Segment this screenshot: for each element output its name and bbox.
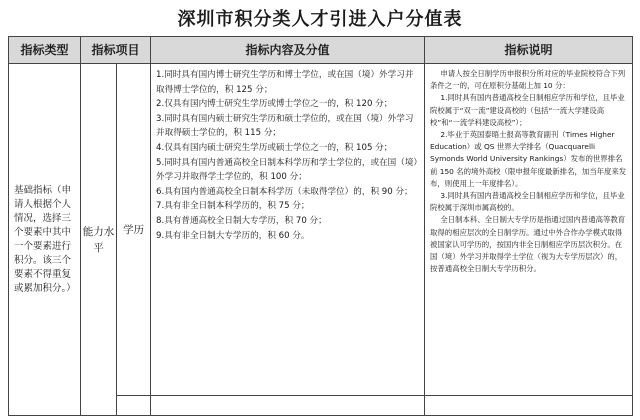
header-indicator-type: 指标类型: [9, 37, 81, 64]
content-line: 8.具有普通高校全日制大专学历，积 70 分；: [156, 215, 327, 226]
description-paragraph: 2.毕业于英国泰晤士报高等教育副刊（Times Higher Education）或 QS 世界大学排名（Quacquarelli Symonds World University Rankings）发布的世界排名前 150 名的境外高校（限申报年度最新排名，加当年度来发布，则使用上一年度排名）。: [430, 130, 627, 188]
content-line: 4.仅具有国内硕士研究生学历或硕士学位之一的，积 105 分；: [156, 142, 393, 153]
empty-cell: [425, 396, 633, 416]
description-paragraph: 1.同时具有国内普通高校全日制相应学历和学位，且毕业院校属于“双一流”建设高校的（包括“一流大学建设高校”和“一流学科建设高校”）；: [430, 93, 625, 127]
header-row: [9, 37, 633, 64]
content-line: 6.具有国内普通高校全日制本科学历（未取得学位）的，积 90 分；: [156, 186, 413, 197]
empty-cell: [117, 396, 151, 416]
header-indicator-item: 指标项目: [81, 37, 151, 64]
subitem-cell: 学历: [117, 64, 151, 396]
item-cell: 能力水平: [81, 64, 117, 416]
description-cell: [425, 64, 633, 396]
description-paragraph: 全日制本科、全日制大专学历是指通过国内普通高等教育取得的相应层次的全日制学历。通过中外合作办学模式取得被国家认可学历的，按国内非全日制相应学历层次积分。在国（境）外学习并取得学士学位（视为大专学历层次）的，按普通高校全日制大专学历积分。: [430, 215, 626, 274]
content-cell: [151, 64, 425, 396]
category-cell: 基础指标（申请人根据个人情况，选择三个要素中其中一个要素进行积分。该三个要素不得重复或累加积分。）: [9, 64, 81, 416]
header-indicator-description: 指标说明: [425, 37, 633, 64]
content-line: 9.具有非全日制大专学历的，积 60 分。: [156, 230, 310, 241]
page-title: 深圳市积分类人才引进入户分值表: [177, 9, 463, 30]
content-line: 7.具有非全日制本科学历的，积 75 分；: [156, 201, 310, 212]
content-line: 3.同时具有国内硕士研究生学历和硕士学位的，或在国（境）外学习并取得硕士学位的，积 115 分；: [156, 113, 414, 139]
header-indicator-content: 指标内容及分值: [151, 37, 425, 64]
score-table: [8, 36, 633, 416]
empty-cell: [151, 396, 425, 416]
content-line: 1.同时具有国内博士研究生学历和博士学位，或在国（境）外学习并取得博士学位的，积 125 分；: [156, 70, 414, 95]
content-line: 2.仅具有国内博士研究生学历或博士学位之一的，积 120 分；: [156, 99, 393, 110]
description-paragraph: 申请人按全日制学历申报积分所对应的毕业院校符合下列条件之一的，可在原积分基础上加 10 分：: [430, 69, 626, 91]
table-row: [9, 64, 633, 396]
description-paragraph: 3.同时具有国内普通高校全日制相应学历和学位，且毕业院校属于深圳市属高校的。: [430, 191, 625, 213]
content-line: 5.同时具有国内普通高校全日制本科学历和学士学位的，或在国（境）外学习并取得学士学位的，积 100 分；: [156, 157, 418, 183]
